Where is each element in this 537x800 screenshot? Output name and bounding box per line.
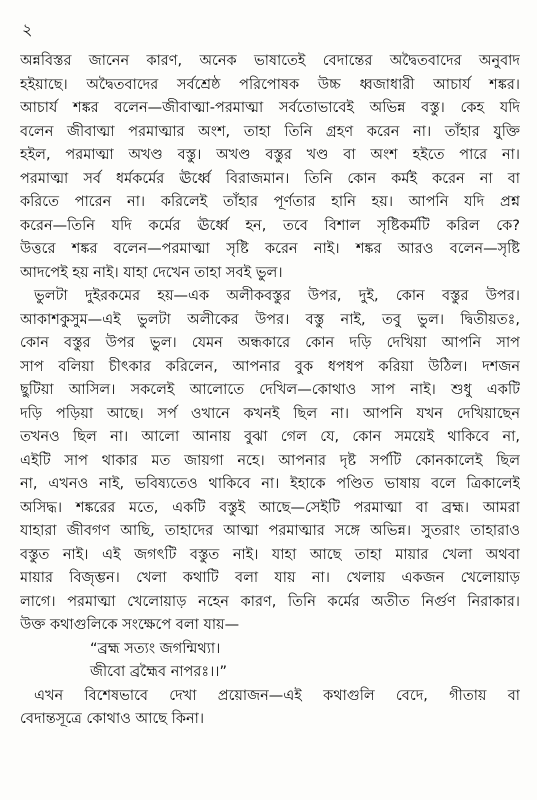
text-line: বস্তুত নাই। এই জগৎটি বস্তুত নাই। যাহা আছে তাহা মায়ার খেলা অথবা (20, 546, 520, 563)
text-line: মায়ার বিজৃম্ভন। খেলা কথাটি বলা যায় না। খেলায় একজন খেলোয়াড় (20, 570, 520, 586)
text-line: কোন বস্তুর উপর ভুল। যেমন অন্ধকারে কোন দড়ি দেখিয়া আপনি সাপ (20, 335, 520, 351)
text-line: এইটি সাপ থাকার মত জায়গা নহে। আপনার দৃষ্ট সর্পটি কোনকালেই ছিল (20, 452, 520, 469)
text-line: আদপেই হয় নাই। যাহা দেখেন তাহা সবই ভুল। (20, 264, 283, 281)
text-line: পরমাত্মা সর্ব ধর্মকর্মের ঊর্ধ্বে বিরাজমান। তিনি কোন কর্মই করেন না বা (20, 170, 520, 187)
text-line: উত্তরে শঙ্কর বলেন—পরমাত্মা সৃষ্টি করেন নাই। শঙ্কর আরও বলেন—সৃষ্টি (20, 241, 520, 257)
text-line: আচার্য শঙ্কর বলেন—জীবাত্মা-পরমাত্মা সর্বতোভাবেই অভিন্ন বস্তু। কেহ যদি (20, 100, 520, 116)
text-line: বেদান্তসূত্রে কোথাও আছে কিনা। (20, 711, 205, 727)
page-number: ২ (22, 20, 33, 39)
text-line: বলেন জীবাত্মা পরমাত্মার অংশ, তাহা তিনি গ্রহণ করেন না। তাঁহার যুক্তি (20, 123, 520, 140)
text-line: সাপ বলিয়া চীৎকার করিলেন, আপনার বুক ধপধপ করিয়া উঠিল। দশজন (20, 358, 520, 375)
text-line: জীবো ব্রহ্মৈব নাপরঃ।।” (90, 664, 227, 680)
text-line: করেন—তিনি যদি কর্মের ঊর্ধ্বে হন, তবে বিশাল সৃষ্টিকর্মটি করিল কে? (20, 217, 520, 234)
text-line: না, এখনও নাই, ভবিষ্যতেও থাকিবে না। ইহাকে পণ্ডিত ভাষায় বলে ত্রিকালেই (20, 476, 520, 492)
text-line: হইয়াছে। অদ্বৈতবাদের সর্বশ্রেষ্ঠ পরিপোষক উচ্চ ধ্বজাধারী আচার্য শঙ্কর। (20, 76, 520, 93)
text-line: তখনও ছিল না। আলো আনায় বুঝা গেল যে, কোন সময়েই থাকিবে না, (20, 429, 520, 445)
text-line: ভুলটা দুইরকমের হয়—এক অলীকবস্তুর উপর, দুই, কোন বস্তুর উপর। (34, 288, 520, 304)
text-line: অন্নবিস্তর জানেন কারণ, অনেক ভাষাতেই বেদান্তের অদ্বৈতবাদের অনুবাদ (20, 53, 520, 69)
text-line: “ব্রহ্ম সত্যং জগন্মিথ্যা। (90, 640, 221, 657)
text-line: এখন বিশেষভাবে দেখা প্রয়োজন—এই কথাগুলি বেদে, গীতায় বা (34, 687, 520, 704)
text-line: উক্ত কথাগুলিকে সংক্ষেপে বলা যায়— (20, 617, 240, 633)
text-line: ছুটিয়া আসিল। সকলেই আলোতে দেখিল—কোথাও সাপ নাই। শুধু একটি (20, 382, 520, 398)
text-line: অসিদ্ধ। শঙ্করের মতে, একটি বস্তুই আছে—সেইটি পরমাত্মা বা ব্রহ্ম। আমরা (20, 499, 520, 516)
text-line: দড়ি পড়িয়া আছে। সর্প ওখানে কখনই ছিল না। আপনি যখন দেখিয়াছেন (20, 405, 520, 422)
text-line: যাহারা জীবগণ আছি, তাহাদের আত্মা পরমাত্মার সঙ্গে অভিন্ন। সুতরাং তাহারাও (20, 523, 520, 539)
text-line: হইল, পরমাত্মা অখণ্ড বস্তু। অখণ্ড বস্তুর খণ্ড বা অংশ হইতে পারে না। (20, 147, 520, 163)
body-text (20, 50, 520, 732)
text-line: আকাশকুসুম—এই ভুলটা অলীকের উপর। বস্তু নাই, তবু ভুল। দ্বিতীয়তঃ, (20, 311, 520, 328)
text-line: করিতে পারেন না। করিলেই তাঁহার পূর্ণতার হানি হয়। আপনি যদি প্রশ্ন (20, 194, 520, 210)
text-line: লাগে। পরমাত্মা খেলোয়াড় নহেন কারণ, তিনি কর্মের অতীত নির্গুণ নিরাকার। (20, 593, 520, 610)
